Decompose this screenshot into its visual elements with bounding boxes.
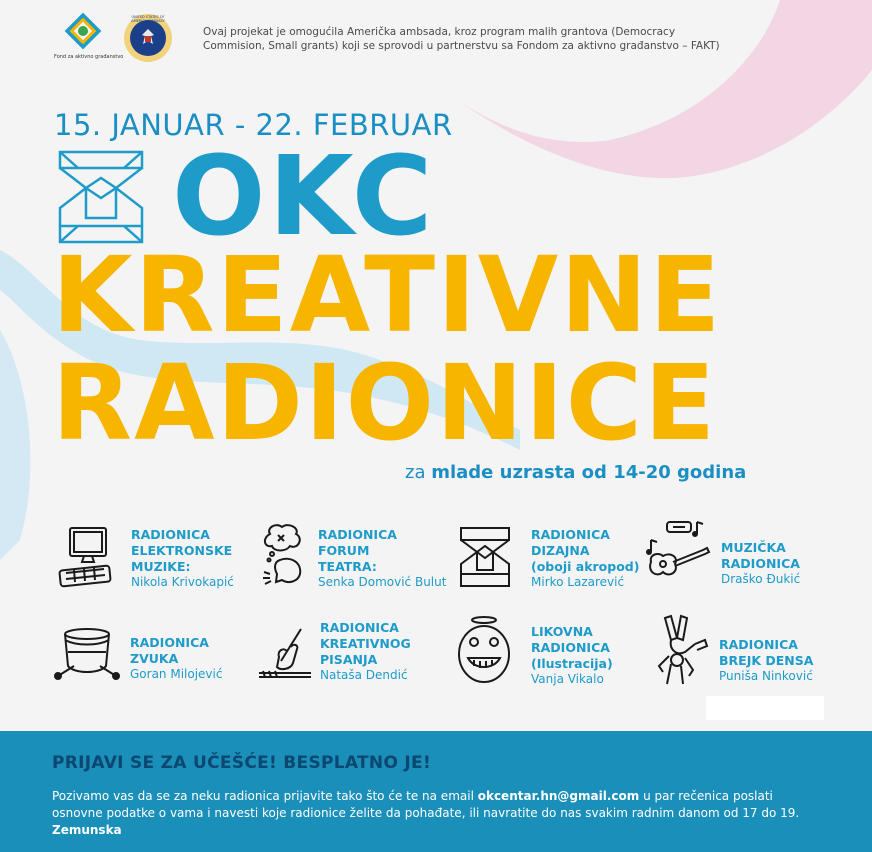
headline-line-1: KREATIVNE — [52, 234, 723, 356]
thinking-head-icon — [260, 524, 310, 586]
fakt-logo-icon — [60, 18, 108, 50]
fakt-logo — [54, 18, 124, 64]
workshop-lead: Puniša Ninković — [719, 669, 813, 683]
blank-box — [706, 696, 824, 720]
smiling-face-icon — [456, 614, 512, 686]
workshop-creative-writing — [320, 620, 411, 683]
workshop-title: LIKOVNA RADIONICA (Ilustracija) — [531, 624, 613, 671]
guitar-icon — [645, 518, 713, 582]
writing-hand-icon — [257, 627, 313, 683]
workshop-title: RADIONICA BREJK DENSA — [719, 637, 814, 668]
headline-line-2: RADIONICE — [52, 342, 718, 464]
workshop-title: MUZIČKA RADIONICA — [721, 540, 800, 571]
workshop-forum-theatre — [318, 527, 446, 590]
akropod-logo-icon — [56, 148, 146, 246]
workshop-lead: Nataša Dendić — [320, 668, 408, 682]
age-prefix: za — [405, 462, 432, 483]
age-note — [405, 462, 746, 483]
workshop-lead: Vanja Vikalo — [531, 672, 604, 686]
embassy-seal-text: UNITED STATES OF AMERICA EMBASSY — [131, 15, 165, 23]
workshop-lead: Goran Milojević — [130, 667, 223, 681]
event-dates: 15. JANUAR - 22. FEBRUAR — [54, 108, 453, 142]
registration-info — [52, 788, 812, 839]
workshop-illustration — [531, 624, 613, 687]
computer-icon — [56, 526, 116, 588]
contact-email[interactable]: okcentar.hn@gmail.com — [477, 789, 640, 803]
info-text-2: u par rečenica poslati osnovne podatke o vama i navesti koje radionice želite da pohađate, ili navratite do nas svakim radnim danom od 17 do 19. — [52, 789, 800, 820]
org-name: OKC — [172, 132, 436, 260]
info-text-1: Pozivamo vas da se za neku radionica prijavite tako što će te na email — [52, 789, 478, 803]
workshop-lead: Mirko Lazarević — [531, 575, 625, 589]
workshop-lead: Senka Domović Bulut — [318, 575, 447, 589]
age-range: mlade uzrasta od 14-20 godina — [431, 462, 747, 483]
workshop-electronic-music — [131, 527, 234, 590]
workshop-design — [531, 527, 639, 590]
akropod-icon — [459, 526, 511, 588]
drum-icon — [54, 626, 120, 682]
workshop-sound — [130, 635, 222, 682]
workshop-title: RADIONICA DIZAJNA (oboji akropod) — [531, 527, 640, 574]
workshop-title: RADIONICA FORUM TEATRA: — [318, 527, 397, 574]
workshop-lead: Nikola Krivokapić — [131, 575, 234, 589]
us-embassy-seal — [124, 14, 172, 62]
fakt-logo-caption: Fond za aktivno građanstvo — [54, 54, 124, 60]
workshop-title: RADIONICA ELEKTRONSKE MUZIKE: — [131, 527, 233, 574]
workshop-title: RADIONICA ZVUKA — [130, 635, 209, 666]
location: Zemunska — [52, 823, 122, 837]
breakdancer-icon — [655, 614, 711, 688]
workshop-breakdance — [719, 637, 813, 684]
workshop-title: RADIONICA KREATIVNOG PISANJA — [320, 620, 411, 667]
call-to-action: PRIJAVI SE ZA UČEŠĆE! BESPLATNO JE! — [52, 753, 432, 773]
sponsor-notice: Ovaj projekat je omogućila Američka ambsada, kroz program malih grantova (Democracy Commision, Small grants) koji se sprovodi u partnerstvu sa Fondom za aktivno građanstvo – FAKT) — [203, 26, 720, 52]
workshop-lead: Draško Đukić — [721, 572, 801, 586]
workshop-music — [721, 540, 800, 587]
